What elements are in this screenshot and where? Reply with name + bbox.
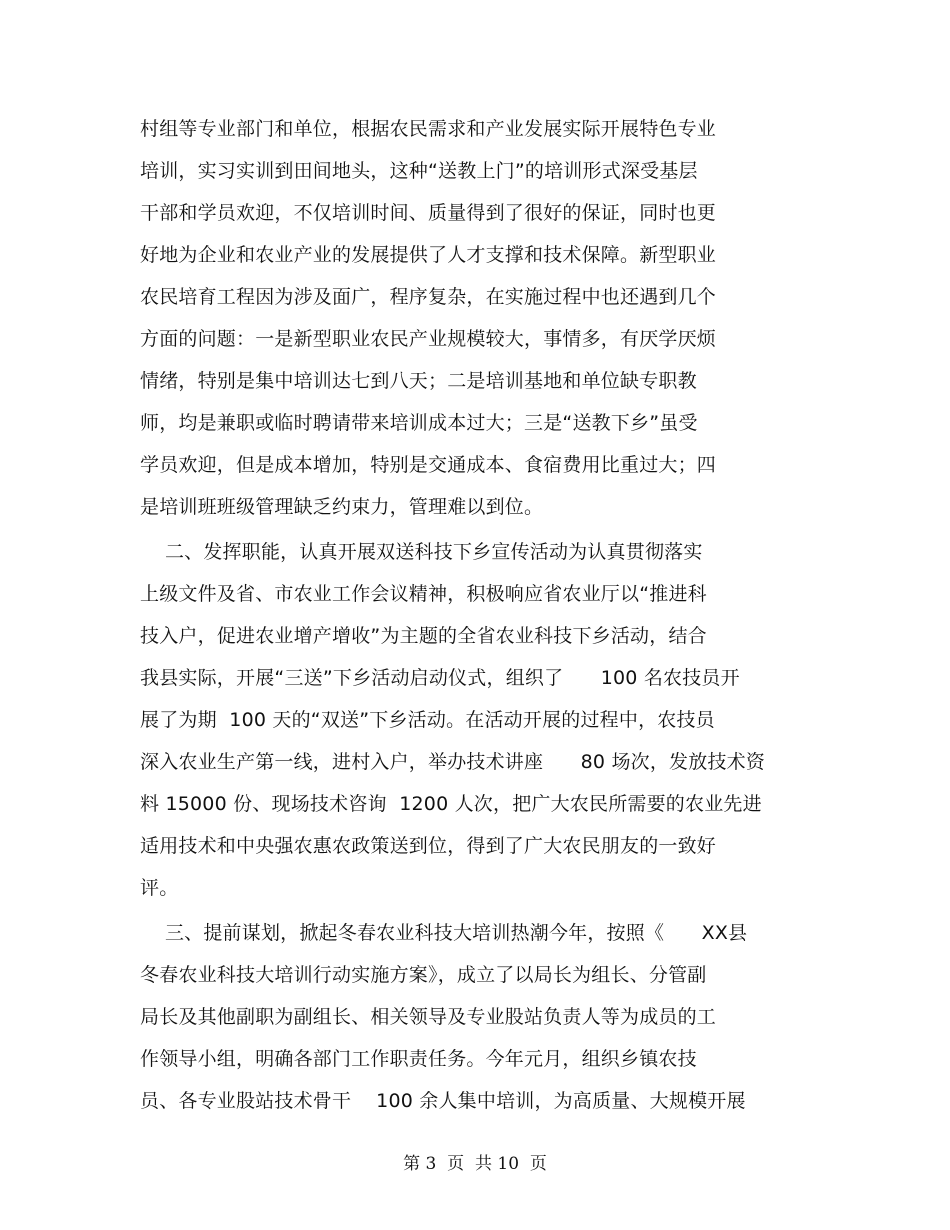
text-line: 干部和学员欢迎，不仅培训时间、质量得到了很好的保证，同时也更 <box>140 202 717 224</box>
text-line: 局长及其他副职为副组长、相关领导及专业股站负责人等为成员的工 <box>140 1006 717 1028</box>
text-line: 我县实际，开展“三送”下乡活动启动仪式，组织了 100 名农技员开 <box>140 667 740 689</box>
text-line: 师，均是兼职或临时聘请带来培训成本过大；三是“送教下乡”虽受 <box>140 412 698 434</box>
text-line: 村组等专业部门和单位，根据农民需求和产业发展实际开展特色专业 <box>140 118 717 140</box>
text-line: 展了为期 100 天的“双送”下乡活动。在活动开展的过程中，农技员 <box>140 709 715 731</box>
text-line: 深入农业生产第一线，进村入户，举办技术讲座 80 场次，发放技术资 <box>140 751 766 773</box>
text-line: 方面的问题：一是新型职业农民产业规模较大，事情多，有厌学厌烦 <box>140 328 717 350</box>
text-line: 农民培育工程因为涉及面广，程序复杂，在实施过程中也还遇到几个 <box>140 286 717 308</box>
text-line: 冬春农业科技大培训行动实施方案》，成立了以局长为组长、分管副 <box>140 964 707 986</box>
text-line: 是培训班班级管理缺乏约束力，管理难以到位。 <box>140 496 544 518</box>
text-line: 好地为企业和农业产业的发展提供了人才支撑和技术保障。新型职业 <box>140 244 717 266</box>
text-line: 学员欢迎，但是成本增加，特别是交通成本、食宿费用比重过大；四 <box>140 454 717 476</box>
text-line: 上级文件及省、市农业工作会议精神，积极响应省农业厅以“推进科 <box>140 583 707 605</box>
text-line: 评。 <box>140 877 179 899</box>
text-line: 适用技术和中央强农惠农政策送到位，得到了广大农民朋友的一致好 <box>140 835 717 857</box>
text-line: 三、提前谋划，掀起冬春农业科技大培训热潮今年，按照《 XX县 <box>140 922 748 944</box>
text-line: 技入户，促进农业增产增收”为主题的全省农业科技下乡活动，结合 <box>140 625 707 647</box>
text-line: 料 15000 份、现场技术咨询 1200 人次，把广大农民所需要的农业先进 <box>140 793 762 815</box>
page-footer: 第 3 页 共 10 页 <box>403 1154 547 1174</box>
text-line: 情绪，特别是集中培训达七到八天；二是培训基地和单位缺专职教 <box>140 370 697 392</box>
text-line: 员、各专业股站技术骨干 100 余人集中培训，为高质量、大规模开展 <box>140 1090 746 1112</box>
text-line: 培训，实习实训到田间地头，这种“送教上门”的培训形式深受基层 <box>140 160 698 182</box>
text-line: 作领导小组，明确各部门工作职责任务。今年元月，组织乡镇农技 <box>140 1048 697 1070</box>
text-line: 二、发挥职能，认真开展双送科技下乡宣传活动为认真贯彻落实 <box>140 541 703 563</box>
